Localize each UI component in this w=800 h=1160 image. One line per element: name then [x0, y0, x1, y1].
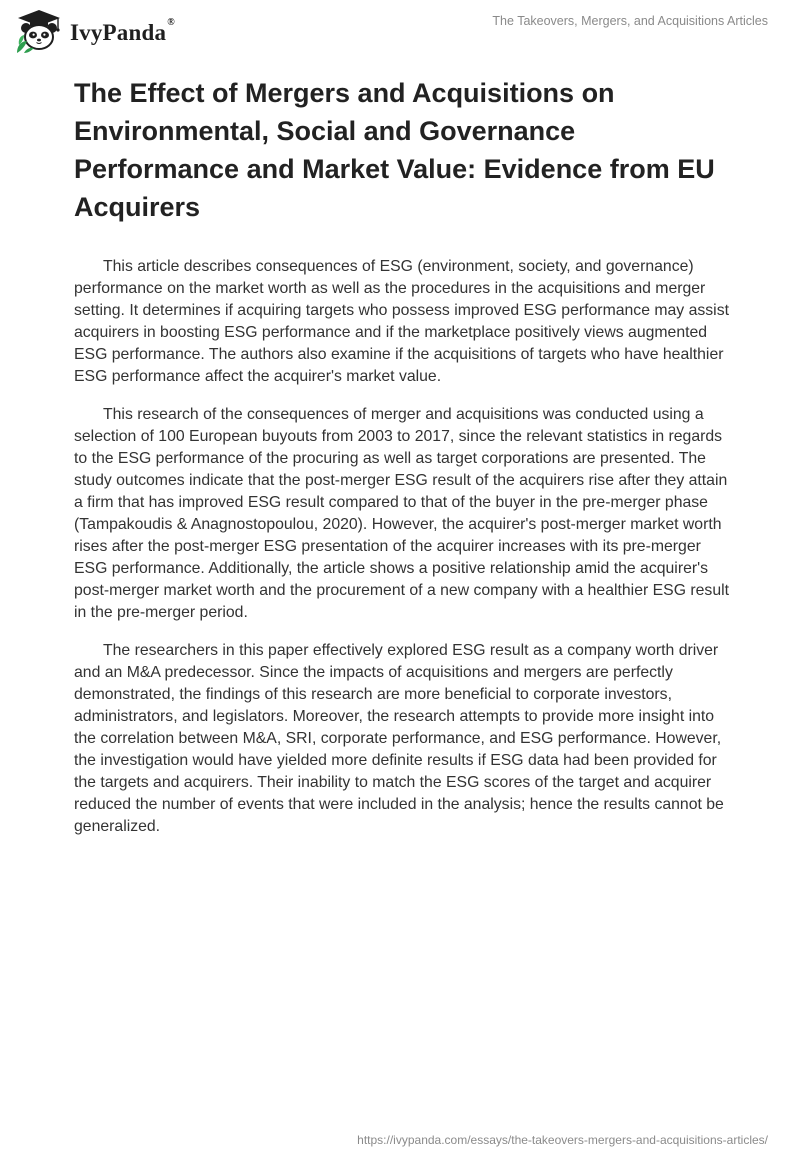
article-paragraph: This research of the consequences of merger and acquisitions was conducted using a selection of 100 European buyouts from 2003 to 2017, since the relevant statistics in regards to the ESG performance of the procuring as well as target corporations are presented. The study outcomes indicate that the post-merger ESG result of the acquirers rise after they attain a firm that has improved ESG result compared to that of the buyer in the pre-merger phase (Tampakoudis & Anagnostopoulou, 2020). However, the acquirer's post-merger market worth rises after the post-merger ESG presentation of the acquirer increases with its pre-merger ESG performance. Additionally, the article shows a positive relationship amid the acquirer's post-merger market worth and the procurement of a new company with a healthier ESG result in the pre-merger period.: [74, 406, 730, 621]
ivypanda-logo[interactable]: [14, 8, 175, 56]
article-body: [74, 256, 734, 838]
article-paragraph: The researchers in this paper effectively explored ESG result as a company worth driver and an M&A predecessor. Since the impacts of acquisitions and mergers are perfectly demonstrated, the findings of this research are more beneficial to corporate investors, administrators, and legislators. Moreover, the research attempts to provide more insight into the correlation between M&A, SRI, corporate performance, and ESG performance. However, the investigation would have yielded more definite results if ESG data had been provided for the targets and acquirers. Their inability to match the ESG scores of the target and acquirer reduced the number of events that were included in the analysis; hence the results cannot be generalized.: [74, 642, 724, 835]
brand-name-text: IvyPanda: [70, 19, 167, 45]
brand-reg-mark: ®: [167, 16, 175, 28]
page-header: [0, 0, 800, 64]
article-paragraph: This article describes consequences of ESG (environment, society, and governance) performance on the market worth as well as the procedures in the acquisitions and merger setting. It determines if acquiring targets who possess improved ESG performance may assist acquirers in boosting ESG performance and if the marketplace positively views augmented ESG performance. The authors also examine if the acquisitions of targets who have healthier ESG performance affect the acquirer's market value.: [74, 258, 729, 385]
document-category-title: The Takeovers, Mergers, and Acquisitions Articles: [492, 14, 768, 28]
panda-graduate-logo-icon: [14, 9, 64, 55]
article-title: The Effect of Mergers and Acquisitions on Environmental, Social and Governance Performance and Market Value: Evidence from EU Acquirers: [74, 78, 715, 222]
brand-name: [70, 16, 175, 45]
article: [74, 74, 734, 854]
footer-source-url[interactable]: https://ivypanda.com/essays/the-takeovers-mergers-and-acquisitions-articles/: [357, 1133, 768, 1147]
